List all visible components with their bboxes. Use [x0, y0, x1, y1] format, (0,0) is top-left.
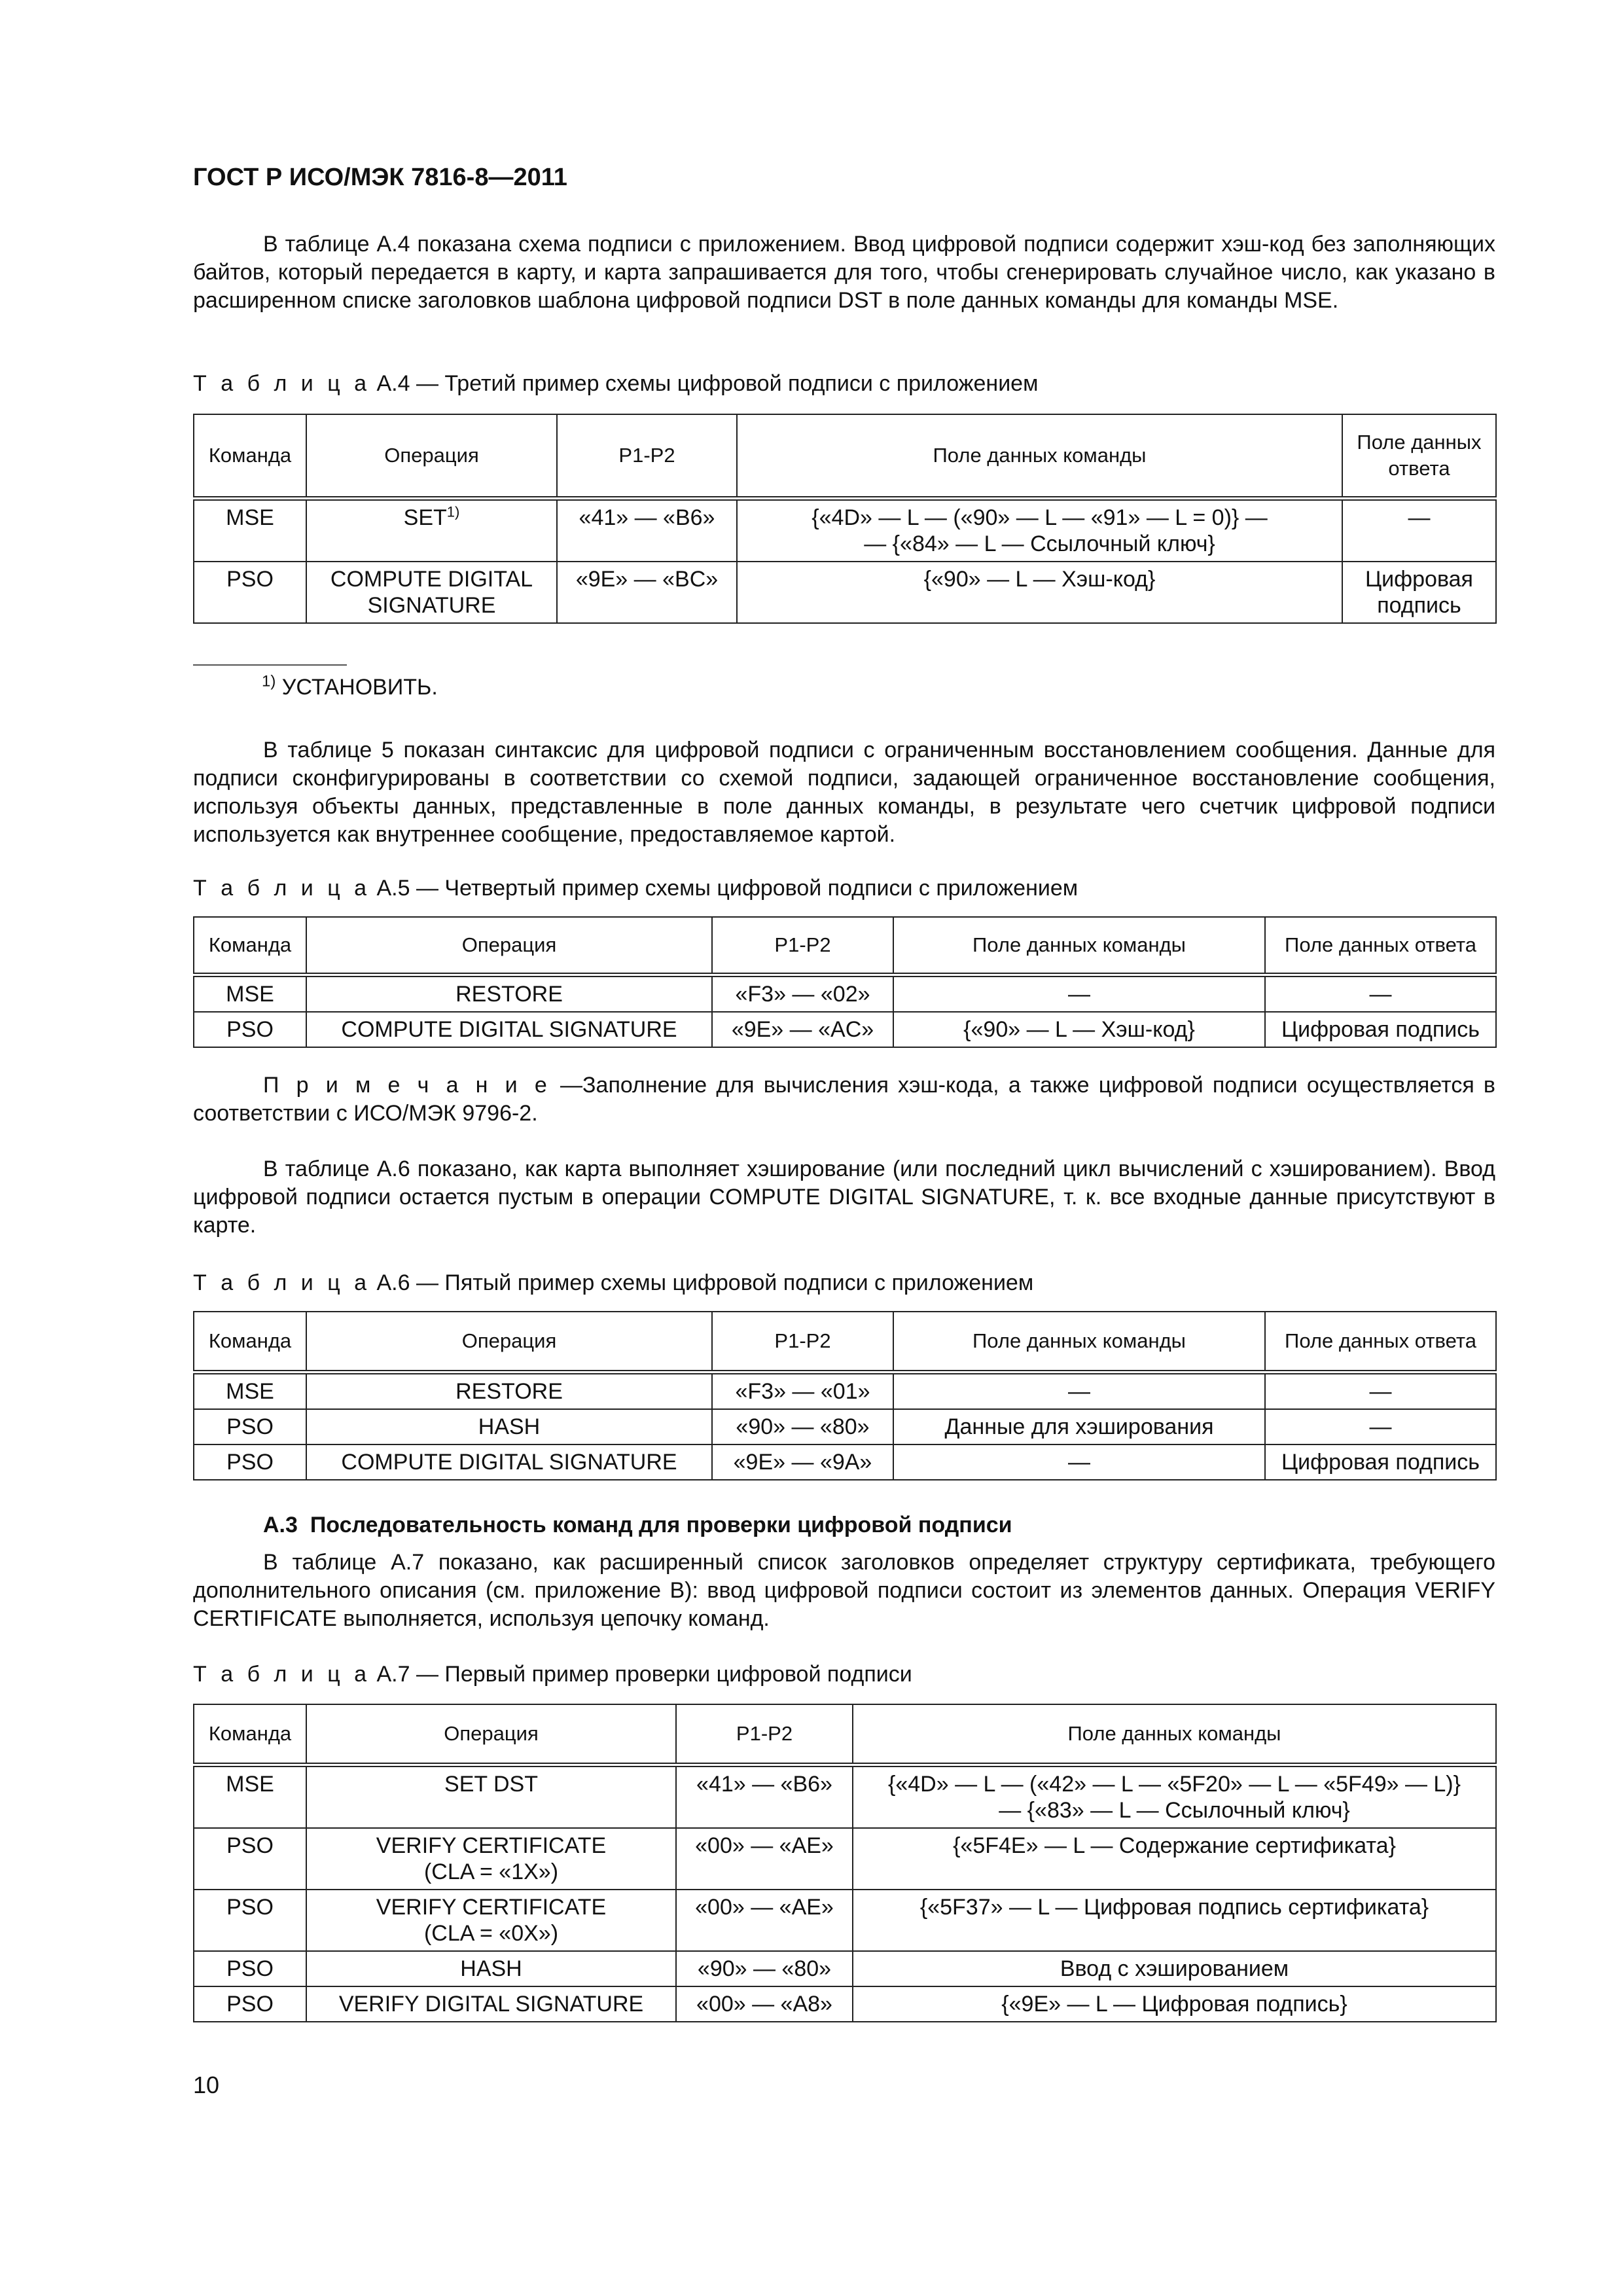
header-command: Команда — [194, 414, 306, 498]
header-response-data: Поле данных ответа — [1342, 414, 1496, 498]
table-row: PSO COMPUTE DIGITAL SIGNATURE «9E» — «AC» {«90» — L — Хэш-код} Цифровая подпись — [194, 1012, 1496, 1047]
table-a6: Команда Операция P1-P2 Поле данных команды Поле данных ответа MSE RESTORE «F3» — «01» — — PSO HASH «90» — «80» Данные для хэширования — PSO COMPUTE DIGITAL SIGNATURE «9E» — «9A» — Цифровая подпись — [193, 1311, 1497, 1480]
table-row: PSO HASH «90» — «80» Ввод с хэшированием — [194, 1951, 1496, 1986]
paragraph-table7: В таблице А.7 показано, как расширенный список заголовков определяет структуру сертификата, требующего дополнительного описания (см. приложение B): ввод цифровой подписи состоит из элементов данных. Операция VERIFY CERTIFICATE выполняется, используя цепочку команд. — [193, 1550, 1495, 1631]
table-a5: Команда Операция P1-P2 Поле данных команды Поле данных ответа MSE RESTORE «F3» — «02» — — PSO COMPUTE DIGITAL SIGNATURE «9E» — «AC» {«90» — L — Хэш-код} Цифровая подпись — [193, 916, 1497, 1048]
table-a5-caption: Т а б л и ц а А.5 — Четвертый пример схемы цифровой подписи с приложением — [193, 876, 1079, 901]
table-row: PSO VERIFY CERTIFICATE (CLA = «1X») «00» — «AE» {«5F4E» — L — Содержание сертификата} — [194, 1828, 1496, 1890]
table-row: PSO VERIFY CERTIFICATE (CLA = «0X») «00» — «AE» {«5F37» — L — Цифровая подпись сертификата} — [194, 1890, 1496, 1951]
header-command-data: Поле данных команды — [737, 414, 1342, 498]
footnote-separator — [193, 664, 347, 666]
table-row: MSE SET$^{1)}$ «41» — «B6» {«4D» — L — («90» — L — «91» — L = 0)} — — {«84» — L — Ссылочный ключ} — — [194, 498, 1496, 562]
table-row: PSO HASH «90» — «80» Данные для хэширования — — [194, 1409, 1496, 1444]
footnote: $^{1)}$ УСТАНОВИТЬ. — [262, 672, 438, 700]
intro-paragraph: В таблице А.4 показана схема подписи с приложением. Ввод цифровой подписи содержит хэш-код без заполняющих байтов, который передается в карту, и карта запрашивается для того, чтобы сгенерировать случайное число, как указано в расширенном списке заголовков шаблона цифровой подписи DST в поле данных команды для команды MSE. — [193, 232, 1495, 313]
paragraph-table6: В таблице А.6 показано, как карта выполняет хэширование (или последний цикл вычислений с хэшированием). Ввод цифровой подписи остается пустым в операции COMPUTE DIGITAL SIGNATURE, т. к. все входные данные присутствуют в карте. — [193, 1157, 1495, 1238]
table-row: MSE RESTORE «F3» — «02» — — — [194, 975, 1496, 1012]
table-row: PSO COMPUTE DIGITAL SIGNATURE «9E» — «9A» — Цифровая подпись — [194, 1444, 1496, 1480]
table-row: MSE RESTORE «F3» — «01» — — — [194, 1372, 1496, 1409]
table-a7-caption: Т а б л и ц а А.7 — Первый пример проверки цифровой подписи — [193, 1662, 912, 1687]
section-heading-a3: А.3 Последовательность команд для проверки цифровой подписи — [263, 1513, 1012, 1537]
table-a7: Команда Операция P1-P2 Поле данных команды MSE SET DST «41» — «B6» {«4D» — L — («42» — L — «5F20» — L — «5F49» — L)} — {«83» — L — Ссылочный ключ} PSO VERIFY CERTIFICATE (CLA = «1X») «00» — «AE» {«5F4E» — L — Содержание сертификата} PSO VERIFY CERTIFICATE (CLA = «0X») «00» — «AE» {«5F37» — L — Цифровая подпись сертификата} PSO HASH «90» — «80» Ввод с хэшированием PSO VERIFY DIGITAL SIGNATURE «00» — «A8» {«9E» — L — Цифровая подпись} — [193, 1704, 1497, 2022]
paragraph-table5: В таблице 5 показан синтаксис для цифровой подписи с ограниченным восстановлением сообщения. Данные для подписи сконфигурированы в соответствии со схемой подписи, задающей ограниченное восстановление сообщения, используя объекты данных, представленные в поле данных команды, в результате чего счетчик цифровой подписи используется как внутреннее сообщение, предоставляемое картой. — [193, 738, 1495, 847]
header-p1p2: P1-P2 — [557, 414, 737, 498]
note: П р и м е ч а н и е —Заполнение для вычисления хэш-кода, а также цифровой подписи осуществляется в соответствии с ИСО/МЭК 9796-2. — [193, 1073, 1495, 1126]
document-header: ГОСТ Р ИСО/МЭК 7816-8—2011 — [193, 164, 567, 191]
table-row: MSE SET DST «41» — «B6» {«4D» — L — («42» — L — «5F20» — L — «5F49» — L)} — {«83» — L — Ссылочный ключ} — [194, 1765, 1496, 1828]
table-a4-caption: Т а б л и ц а А.4 — Третий пример схемы цифровой подписи с приложением — [193, 371, 1039, 396]
page-number: 10 — [193, 2072, 220, 2098]
table-a4 — [193, 414, 1497, 624]
table-row: PSO VERIFY DIGITAL SIGNATURE «00» — «A8» {«9E» — L — Цифровая подпись} — [194, 1986, 1496, 2022]
header-operation: Операция — [306, 414, 557, 498]
table-a6-caption: Т а б л и ц а А.6 — Пятый пример схемы цифровой подписи с приложением — [193, 1270, 1034, 1295]
table-row: PSO COMPUTE DIGITAL SIGNATURE «9E» — «BC» {«90» — L — Хэш-код} Цифровая подпись — [194, 562, 1496, 623]
